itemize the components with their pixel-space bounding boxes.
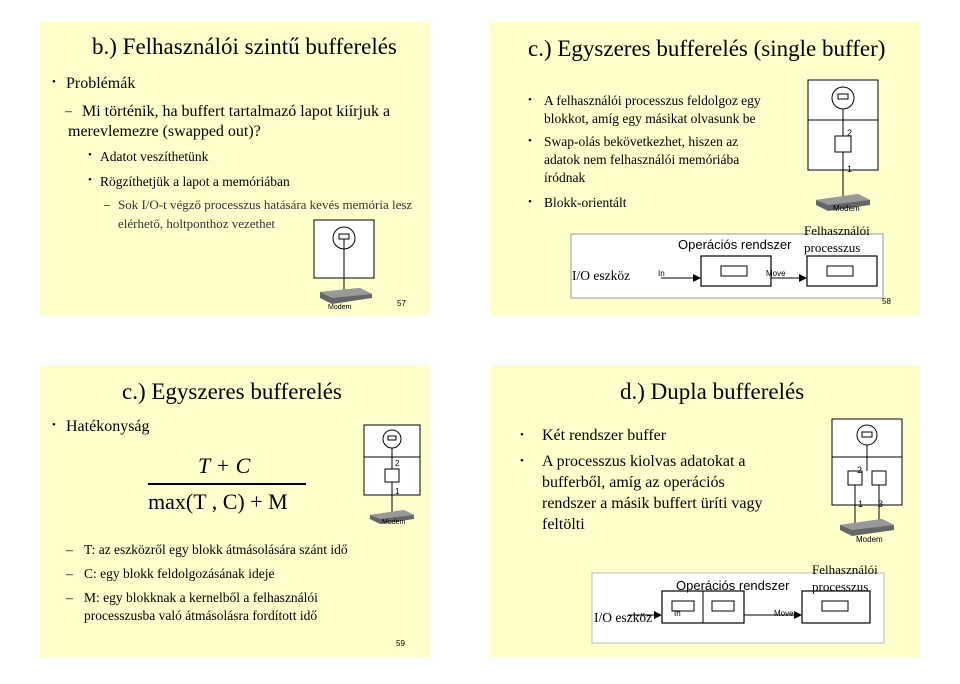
slide-title: c.) Egyszeres bufferelés (single buffer) (528, 36, 886, 61)
in-label: In (658, 269, 665, 278)
bullet-text: Hatékonyság (66, 418, 150, 435)
bullet-text: Két rendszer buffer (542, 427, 667, 444)
in-label: In (674, 609, 681, 618)
memory-diagram (360, 423, 422, 529)
bullet-text: A processzus kiolvas adatokat a (542, 453, 746, 470)
io-device-label: I/O eszköz (594, 610, 653, 625)
bullet-text: Rögzíthetjük a lapot a memóriában (100, 174, 290, 189)
bullet-dot: • (520, 429, 524, 441)
dash-text: Sok I/O-t végző processzus hatására kevés memória lesz (118, 197, 413, 212)
bullet-text-cont: adatok nem felhasználói memóriába (544, 152, 740, 167)
definition-text: C: egy blokk feldolgozásának ideje (84, 566, 275, 581)
bullet-text-cont: íródnak (544, 170, 586, 185)
modem-label: Modem (328, 304, 352, 311)
slide-59 (40, 365, 430, 658)
arrow-number: 1 (847, 164, 853, 174)
dash-marker: – (66, 591, 73, 606)
modem-label: Modem (382, 519, 406, 526)
bullet-text-cont: rendszer a másik buffert üríti vagy (542, 495, 763, 512)
modem-label: Modem (833, 204, 860, 213)
buffer-number: 2 (395, 459, 400, 468)
sub-bullet-text: Mi történik, ha buffert tartalmazó lapot kiírjuk a (82, 103, 391, 120)
bullet-text-cont: blokkot, amíg egy másikat olvasunk be (544, 111, 756, 126)
user-process-label: Felhasználói (804, 223, 870, 238)
slide-title: c.) Egyszeres bufferelés (122, 379, 342, 404)
user-process-label-cont: processzus (804, 240, 861, 255)
slide-title: d.) Dupla bufferelés (620, 379, 805, 404)
slide-57 (40, 22, 430, 315)
bullet-dot: • (528, 196, 532, 208)
bullet-text: Swap-olás bekövetkezhet, hiszen az (544, 134, 739, 149)
arrow-number: 1 (858, 499, 864, 509)
slide-title: b.) Felhasználói szintű bufferelés (92, 34, 397, 59)
bullet-dot: • (52, 76, 56, 88)
fraction-bar (148, 483, 306, 485)
sub-bullet-text-cont: merevlemezre (swapped out)? (68, 123, 261, 140)
dash-marker: – (66, 567, 73, 582)
buffer-number: 2 (847, 128, 853, 138)
bullet-text-cont: bufferből, amíg az operációs (542, 474, 725, 491)
bullet-dot: • (528, 94, 532, 106)
user-process-label-cont: processzus (812, 579, 869, 594)
bullet-dot: • (520, 455, 524, 467)
buffer-number: 2 (857, 465, 863, 475)
bullet-dot: • (52, 419, 56, 431)
formula-numerator: T + C (198, 453, 251, 478)
arrow-number: 3 (878, 499, 884, 509)
page-number: 59 (396, 639, 405, 648)
memory-diagram (804, 78, 882, 218)
move-label: Move (766, 269, 786, 278)
bullet-text: A felhasználói processzus feldolgoz egy (544, 93, 761, 108)
bullet-text: Adatot veszíthetünk (100, 149, 209, 164)
dash-marker: – (65, 104, 72, 119)
slide-60 (490, 365, 920, 658)
page-number: 57 (397, 299, 406, 308)
slide-58 (490, 22, 920, 315)
os-label: Operációs rendszer (676, 578, 790, 593)
memory-diagram (828, 417, 906, 545)
page-number: 58 (882, 297, 891, 306)
dash-marker: – (66, 543, 73, 558)
definition-text-cont: processzusba való átmásolásra fordított idő (84, 608, 318, 623)
os-label: Operációs rendszer (678, 237, 792, 252)
memory-diagram (310, 218, 378, 314)
bullet-text: Problémák (66, 75, 136, 92)
dash-text-cont: elérhető, holtponthoz vezethet (118, 216, 276, 231)
dash-marker: – (104, 197, 110, 211)
bullet-dot: • (88, 174, 92, 186)
definition-text: M: egy blokknak a kernelből a felhasználói (84, 590, 318, 605)
arrow-number: 1 (395, 487, 400, 496)
bullet-text: Blokk-orientált (544, 195, 627, 210)
bullet-dot: • (88, 149, 92, 161)
bullet-text-cont: feltölti (542, 516, 585, 533)
move-label: Move (774, 609, 794, 618)
bullet-dot: • (528, 135, 532, 147)
definition-text: T: az eszközről egy blokk átmásolására szánt idő (84, 542, 348, 557)
modem-label: Modem (856, 535, 883, 544)
io-device-label: I/O eszköz (572, 268, 631, 283)
user-process-label: Felhasználói (812, 562, 878, 577)
formula-denominator: max(T , C) + M (148, 489, 288, 514)
